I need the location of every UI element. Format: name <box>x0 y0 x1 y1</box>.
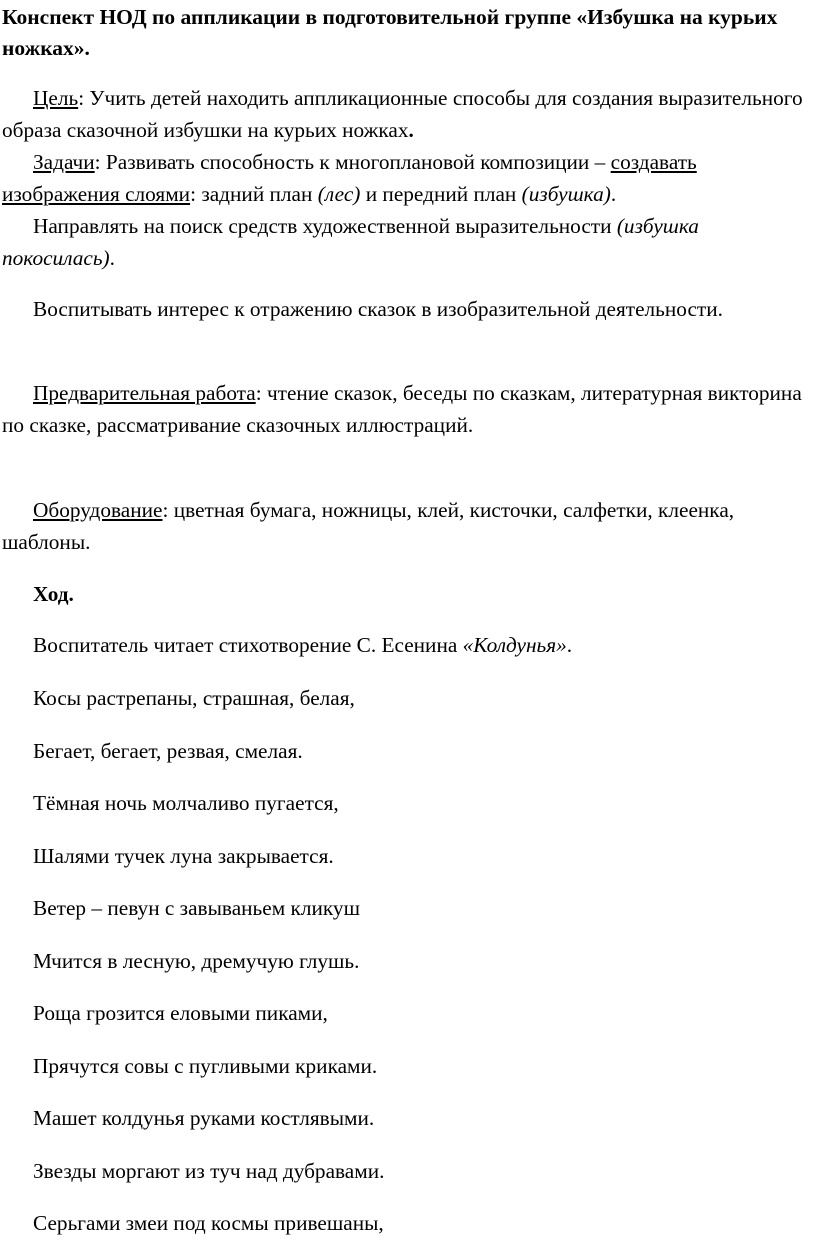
prep-text: : чтение сказок, беседы по сказкам, литературная викторина по сказке, рассматривание сказочных иллюстраций. <box>2 381 802 437</box>
poem-line: Машет колдунья руками костлявыми. <box>33 1106 375 1130</box>
prep-label: Предварительная работа <box>33 381 256 405</box>
poem-line: Тёмная ночь молчаливо пугается, <box>33 791 339 815</box>
course-heading: Ход. <box>33 582 74 606</box>
tasks-italic-1: (лес) <box>317 182 361 206</box>
tasks-paragraph <box>2 146 810 210</box>
goal-text: : Учить детей находить аппликационные способы для создания выразительного образа сказочной избушки на курьих ножках <box>2 86 803 142</box>
tasks-text-2: : задний план <box>190 182 318 206</box>
poem-line: Косы растрепаны, страшная, белая, <box>33 686 355 710</box>
poem-line: Шалями тучек луна закрывается. <box>33 844 334 868</box>
goal-end: . <box>408 118 414 142</box>
reading-italic: «Колдунья» <box>462 633 567 657</box>
direct-text: Направлять на поиск средств художественной выразительности <box>33 214 617 238</box>
tasks-underlined: создавать изображения слоями <box>2 150 697 206</box>
reading-end: . <box>566 633 573 657</box>
tasks-italic-2: (избушка) <box>521 182 611 206</box>
direct-italic: (избушка покосилась) <box>2 214 699 270</box>
prep-paragraph <box>2 377 810 441</box>
poem-line: Роща грозится еловыми пиками, <box>33 1001 328 1025</box>
tasks-text-1: : Развивать способность к многоплановой композиции – <box>94 150 611 174</box>
equipment-text: : цветная бумага, ножницы, клей, кисточки, салфетки, клеенка, шаблоны. <box>2 498 735 554</box>
poem-line: Прячутся совы с пугливыми криками. <box>33 1054 378 1078</box>
tasks-end: . <box>610 182 617 206</box>
direct-end: . <box>109 246 115 270</box>
reading-line <box>33 629 572 661</box>
tasks-label: Задачи <box>33 150 95 174</box>
direct-paragraph <box>2 210 810 274</box>
poem-line: Ветер – певун с завываньем кликуш <box>33 896 360 920</box>
poem-line: Звезды моргают из туч над дубравами. <box>33 1159 385 1183</box>
tasks-text-3: и передний план <box>360 182 522 206</box>
equipment-label: Оборудование <box>33 498 163 522</box>
poem-line: Мчится в лесную, дремучую глушь. <box>33 949 360 973</box>
goal-label: Цель <box>33 86 79 110</box>
document-title: Конспект НОД по аппликации в подготовительной группе «Избушка на курьих ножках». <box>2 5 778 60</box>
poem-line: Серьгами змеи под космы привешаны, <box>33 1211 384 1235</box>
equipment-paragraph <box>2 494 810 558</box>
nurture-paragraph: Воспитывать интерес к отражению сказок в изобразительной деятельности. <box>33 297 723 321</box>
poem-line: Бегает, бегает, резвая, смелая. <box>33 739 303 763</box>
goal-paragraph <box>2 82 810 146</box>
reading-text: Воспитатель читает стихотворение С. Есенина <box>33 633 463 657</box>
